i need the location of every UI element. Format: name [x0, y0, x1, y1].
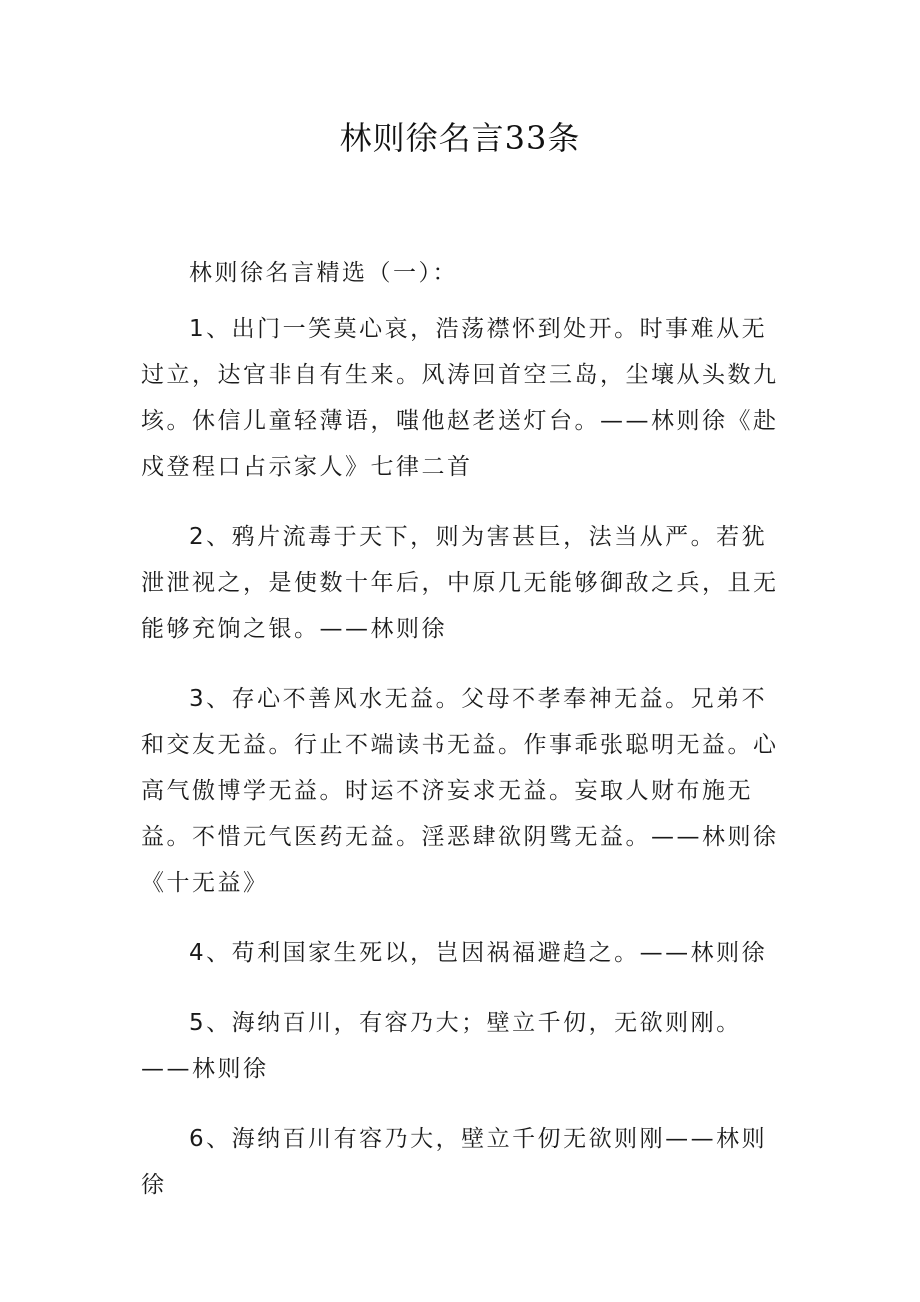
quote-number: 6、	[189, 1126, 232, 1152]
quote-text: 鸦片流毒于天下，则为害甚巨，法当从严。若犹泄泄视之，是使数十年后，中原几无能够御敌之兵，且无能够充饷之银。——林则徐	[141, 524, 779, 642]
quote-text: 出门一笑莫心哀，浩荡襟怀到处开。时事难从无过立，达官非自有生来。风涛回首空三岛，尘壤从头数九垓。休信儿童轻薄语，嗤他赵老送灯台。——林则徐《赴戍登程口占示家人》七律二首	[141, 316, 779, 480]
document-title: 林则徐名言33条	[339, 119, 581, 157]
quote-item	[141, 514, 779, 652]
quote-text: 海纳百川有容乃大，壁立千仞无欲则刚——林则徐	[141, 1126, 768, 1198]
quote-text: 海纳百川，有容乃大；壁立千仞，无欲则刚。——林则徐	[141, 1010, 742, 1082]
quote-text: 苟利国家生死以，岂因祸福避趋之。——林则徐	[231, 940, 768, 966]
quote-item	[141, 676, 779, 906]
quote-item	[141, 930, 779, 976]
document-body	[141, 250, 779, 1232]
quote-item	[141, 306, 779, 490]
quote-number: 5、	[189, 1010, 232, 1036]
quote-text: 存心不善风水无益。父母不孝奉神无益。兄弟不和交友无益。行止不端读书无益。作事乖张聪明无益。心高气傲博学无益。时运不济妄求无益。妄取人财布施无益。不惜元气医药无益。淫恶肆欲阴骘无益。——林则徐《十无益》	[141, 686, 779, 896]
quote-number: 2、	[189, 524, 232, 550]
quote-item	[141, 1000, 779, 1092]
quote-number: 1、	[189, 316, 232, 342]
quote-number: 3、	[189, 686, 232, 712]
quote-number: 4、	[189, 940, 232, 966]
quote-item	[141, 1116, 779, 1208]
section-heading: 林则徐名言精选（一）：	[189, 260, 458, 286]
